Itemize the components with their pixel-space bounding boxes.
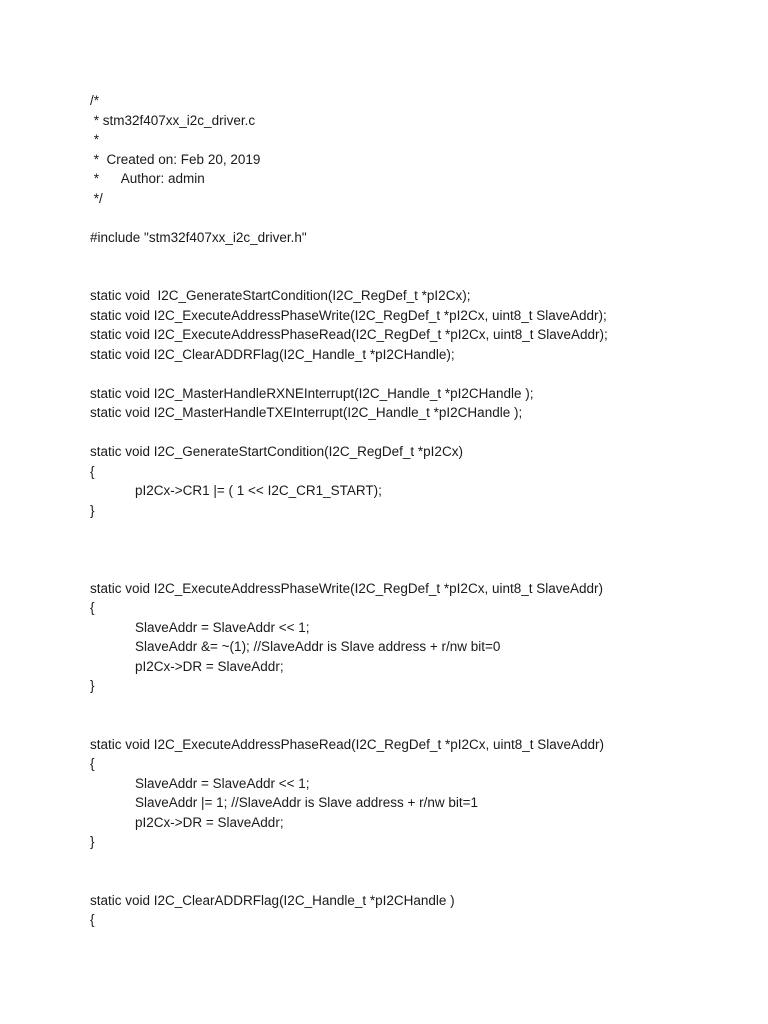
code-line xyxy=(90,247,730,267)
code-line xyxy=(90,540,730,560)
code-line: * xyxy=(90,132,100,147)
code-line xyxy=(90,696,730,716)
code-line: { xyxy=(90,600,95,615)
code-line: * Author: admin xyxy=(90,171,205,186)
code-line: SlaveAddr = SlaveAddr << 1; xyxy=(135,619,310,635)
code-line: static void I2C_ClearADDRFlag(I2C_Handle_t *pI2CHandle); xyxy=(90,346,455,362)
code-line: static void I2C_ExecuteAddressPhaseWrite(I2C_RegDef_t *pI2Cx, uint8_t SlaveAddr); xyxy=(90,307,607,323)
code-line: SlaveAddr = SlaveAddr << 1; xyxy=(135,775,310,791)
code-line: static void I2C_GenerateStartCondition(I2C_RegDef_t *pI2Cx) xyxy=(90,444,463,459)
code-line: static void I2C_GenerateStartCondition(I2C_RegDef_t *pI2Cx); xyxy=(90,288,471,303)
code-line: /* xyxy=(90,93,100,108)
code-line xyxy=(90,852,730,872)
code-line xyxy=(90,364,730,384)
code-line: static void I2C_ClearADDRFlag(I2C_Handle_t *pI2CHandle ) xyxy=(90,892,455,908)
code-line: { xyxy=(90,463,95,479)
code-line xyxy=(90,520,730,540)
code-line: } xyxy=(90,678,95,693)
code-line xyxy=(90,559,730,579)
code-line: } xyxy=(90,502,95,518)
code-line xyxy=(90,267,730,287)
code-line: SlaveAddr &= ~(1); //SlaveAddr is Slave address + r/nw bit=0 xyxy=(135,639,501,654)
code-line: */ xyxy=(90,190,103,206)
code-line: SlaveAddr |= 1; //SlaveAddr is Slave address + r/nw bit=1 xyxy=(135,795,479,810)
code-line xyxy=(90,208,730,228)
code-line xyxy=(90,871,730,891)
code-line: static void I2C_MasterHandleTXEInterrupt(I2C_Handle_t *pI2CHandle ); xyxy=(90,405,523,420)
code-line: { xyxy=(90,756,95,771)
code-line: } xyxy=(90,834,95,849)
code-listing xyxy=(90,91,730,930)
code-line: static void I2C_ExecuteAddressPhaseWrite(I2C_RegDef_t *pI2Cx, uint8_t SlaveAddr) xyxy=(90,580,604,596)
code-line xyxy=(90,423,730,443)
code-line: pI2Cx->DR = SlaveAddr; xyxy=(135,814,284,830)
code-line: * Created on: Feb 20, 2019 xyxy=(90,151,261,167)
code-line: { xyxy=(90,912,95,927)
code-line: #include "stm32f407xx_i2c_driver.h" xyxy=(90,229,307,245)
code-line xyxy=(90,715,730,735)
code-line: pI2Cx->CR1 |= ( 1 << I2C_CR1_START); xyxy=(135,483,382,498)
code-line: static void I2C_ExecuteAddressPhaseRead(I2C_RegDef_t *pI2Cx, uint8_t SlaveAddr) xyxy=(90,736,605,752)
code-line: pI2Cx->DR = SlaveAddr; xyxy=(135,658,284,674)
code-line: static void I2C_ExecuteAddressPhaseRead(I2C_RegDef_t *pI2Cx, uint8_t SlaveAddr); xyxy=(90,327,608,342)
code-line: static void I2C_MasterHandleRXNEInterrupt(I2C_Handle_t *pI2CHandle ); xyxy=(90,385,534,401)
code-line: * stm32f407xx_i2c_driver.c xyxy=(90,112,256,128)
